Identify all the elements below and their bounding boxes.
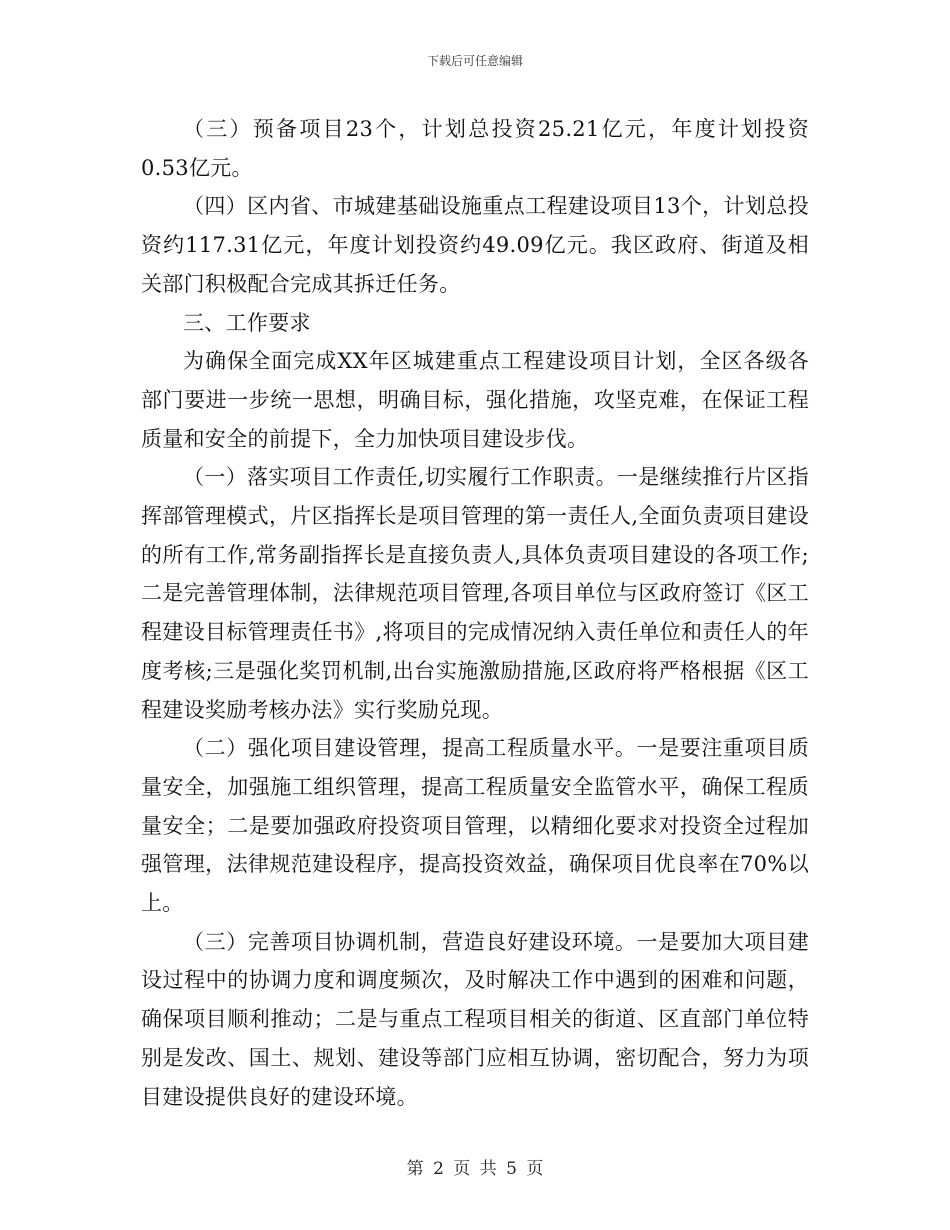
paragraph-responsibility: （一）落实项目工作责任,切实履行工作职责。一是继续推行片区指挥部管理模式，片区指挥长是项目管理的第一责任人,全面负责项目建设的所有工作,常务副指挥长是直接负责人,具体负责项目建设的各项工作;二是完善管理体制，法律规范项目管理,各项目单位与区政府签订《区工程建设目标管理责任书》,将项目的完成情况纳入责任单位和责任人的年度考核;三是强化奖罚机制,出台实施激励措施,区政府将严格根据《区工程建设奖励考核办法》实行奖励兑现。 xyxy=(141,465,809,722)
paragraph-coordination: （三）完善项目协调机制，营造良好建设环境。一是要加大项目建设过程中的协调力度和调度频次，及时解决工作中遇到的困难和问题，确保项目顺利推动；二是与重点工程项目相关的街道、区直部门单位特别是发改、国土、规划、建设等部门应相互协调，密切配合，努力为项目建设提供良好的建设环境。 xyxy=(141,929,809,1109)
paragraph-quality-management: （二）强化项目建设管理，提高工程质量水平。一是要注重项目质量安全，加强施工组织管理，提高工程质量安全监管水平，确保工程质量安全；二是要加强政府投资项目管理，以精细化要求对投资全过程加强管理，法律规范建设程序，提高投资效益，确保项目优良率在70%以上。 xyxy=(141,736,809,916)
page-header: 下载后可任意编辑 xyxy=(426,54,523,68)
paragraph-reserve-projects: （三）预备项目23个，计划总投资25.21亿元，年度计划投资0.53亿元。 xyxy=(141,117,809,180)
section-heading-work-requirements: 三、工作要求 xyxy=(183,310,311,335)
paragraph-infrastructure-projects: （四）区内省、市城建基础设施重点工程建设项目13个，计划总投资约117.31亿元，年度计划投资约49.09亿元。我区政府、街道及相关部门积极配合完成其拆迁任务。 xyxy=(141,194,809,296)
document-body xyxy=(141,110,809,1116)
paragraph-overall-requirement: 为确保全面完成XX年区城建重点工程建设项目计划，全区各级各部门要进一步统一思想，明确目标，强化措施，攻坚克难，在保证工程质量和安全的前提下，全力加快项目建设步伐。 xyxy=(141,349,809,451)
page-footer: 第 2 页 共 5 页 xyxy=(406,1159,544,1179)
